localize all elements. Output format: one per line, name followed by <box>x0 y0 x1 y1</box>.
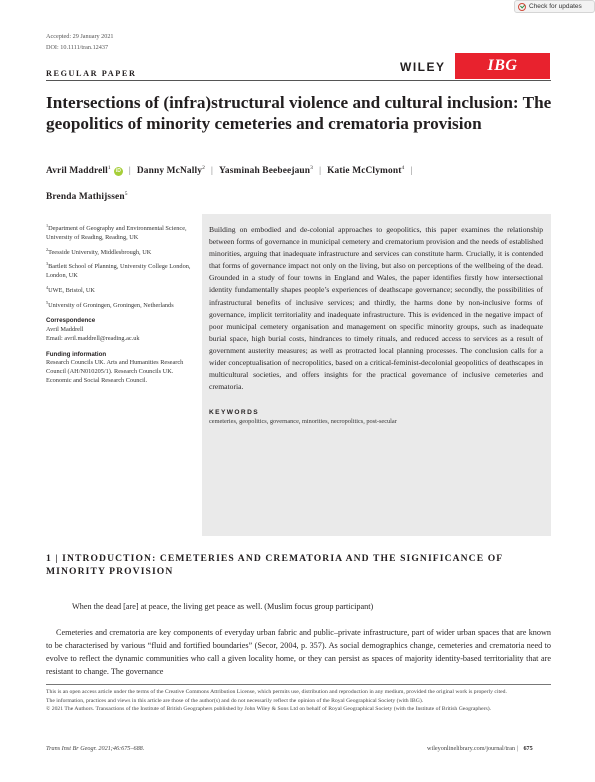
author-name[interactable]: Avril Maddrell <box>46 166 108 177</box>
page-number: 675 <box>523 745 533 752</box>
body-paragraph: Cemeteries and crematoria are key components of everyday urban fabric and public–private infrastructure, part of wider urban spaces that are known to be characterised by various “fluid and fortified boundaries” (Secor, 2004, p. 357). As social demographics change, cemeteries and crematoria need to evolve to reflect the dynamic communities who call a given locality home, or they can persist as spaces of majority identity-based territoriality that are resistant to change. The governance <box>46 628 551 676</box>
affiliation <box>46 246 196 258</box>
author-name[interactable]: Danny McNally <box>136 166 203 177</box>
affiliation-text: University of Groningen, Groningen, Netherlands <box>48 301 174 309</box>
affiliation-number: 2 <box>46 246 49 252</box>
affiliation-text: Bartlett School of Planning, University College London, London, UK <box>46 263 191 280</box>
footnote-divider <box>46 684 551 685</box>
author-name[interactable]: Yasminah Beebeejaun <box>219 166 311 177</box>
author-affil: 3 <box>310 165 314 171</box>
affiliation-number: 1 <box>46 223 49 228</box>
affiliation-text: Teesside University, Middlesbrough, UK <box>48 248 152 256</box>
section-heading: 1 | INTRODUCTION: CEMETERIES AND CREMATORIA AND THE SIGNIFICANCE OF MINORITY PROVISION <box>46 553 503 577</box>
affiliation-number: 4 <box>46 284 49 290</box>
footer-right <box>427 745 533 752</box>
affiliation-number: 3 <box>46 261 49 267</box>
funding-text: Research Councils UK. Arts and Humanities Research Council (AH/N010205/1). Research Councils UK. Economic and Social Research Council. <box>46 359 184 384</box>
license-note: This is an open access article under the terms of the Creative Commons Attribution License, which permits use, distribution and reproduction in any medium, provided the original work is properly cited. <box>46 689 507 695</box>
affiliation-text: Department of Geography and Environmental Science, University of Reading, Reading, UK <box>46 225 187 241</box>
article-title: Intersections of (infra)structural violence and cultural inclusion: The geopolitics of minority cemeteries and crematoria provision <box>46 93 552 133</box>
epigraph-quote: When the dead [are] at peace, the living get peace as well. (Muslim focus group participant) <box>72 602 374 611</box>
abstract-box <box>202 214 551 536</box>
affiliation <box>46 284 196 296</box>
ibg-logo <box>455 53 550 79</box>
affiliation-number: 5 <box>46 299 49 305</box>
orcid-icon[interactable]: iD <box>115 168 121 175</box>
ibg-logo-text: IBG <box>487 57 518 74</box>
journal-citation: Trans Inst Br Geogr. 2021;46:675–688. <box>46 745 145 752</box>
correspondence-heading: Correspondence <box>46 317 96 325</box>
author-list <box>46 157 556 209</box>
affiliation-text: UWE, Bristol, UK <box>48 286 95 294</box>
body-text <box>46 626 551 678</box>
journal-site-link[interactable]: wileyonlinelibrary.com/journal/tran <box>427 745 516 752</box>
wiley-logo: WILEY <box>400 60 446 74</box>
check-updates-label: Check for updates <box>529 3 582 10</box>
author-affil: 1 <box>107 165 111 171</box>
footer-separator: | <box>515 745 520 752</box>
footnotes <box>46 688 551 714</box>
author-name[interactable]: Katie McClymont <box>327 166 402 177</box>
header-divider <box>46 80 551 81</box>
check-updates-icon <box>518 3 526 11</box>
abstract-text: Building on embodied and de-colonial approaches to geopolitics, this paper examines the relationship between forms of governance in municipal cemetery and crematorium provision and the needs of established minorities, arguing that inadequate infrastructure and services can constitute harm. Crucially, it is contended that forms of governance impact not only on the living, but also on perceptions of the wellbeing of the dead. Grounded in a study of four towns in England and Wales, the paper identifies firstly how intersectional identity fundamentally shapes people’s experiences of deathscape governance; secondly, the possibilities of infrastructural benefits of inclusive services; and thirdly, the harms done by non-inclusive forms of governance, implicit territoriality and inadequate infrastructure. This is evidenced in the negative impact of poor municipal cemetery organisation and management on specific minority groups, such as inadequate burial space, high burial costs, hindrances to timely rituals, and reduced access to services as a result of government austerity measures; as well as protracted local planning processes. The conclusion calls for a wider conceptualisation of necropolitics, based on a critical-feminist-decolonial geopolitics of deathscapes in multicultural societies, and offers insights for the practical governance of inclusive cemeteries and crematoria. <box>209 225 543 392</box>
affiliation <box>46 260 196 281</box>
author-separator: | <box>319 166 322 177</box>
doi-link[interactable]: DOI: 10.1111/tran.12437 <box>46 44 109 51</box>
affiliation <box>46 222 196 243</box>
correspondence-name: Avril Maddrell <box>46 326 84 334</box>
author-affil: 4 <box>401 165 405 171</box>
author-separator: | <box>128 166 131 177</box>
section-label: REGULAR PAPER <box>46 69 137 78</box>
keywords-heading: KEYWORDS <box>209 409 260 417</box>
check-for-updates-button[interactable] <box>514 0 595 13</box>
funding-heading: Funding information <box>46 350 107 358</box>
correspondence-email[interactable]: Email: avril.maddrell@reading.ac.uk <box>46 334 140 342</box>
author-affil: 2 <box>202 165 205 171</box>
article-sidebar <box>46 222 196 385</box>
copyright-note: © 2021 The Authors. Transactions of the Institute of British Geographers published by John Wiley & Sons Ltd on behalf of Royal Geographical Society (with the Institute of British Geographers). <box>46 706 492 713</box>
author-separator: | <box>210 166 214 177</box>
accepted-date: Accepted: 29 January 2021 <box>46 33 114 40</box>
author-affil: 5 <box>124 191 128 198</box>
author-name[interactable]: Brenda Mathijssen <box>46 192 125 203</box>
keywords-list: cemeteries, geopolitics, governance, minorities, necropolitics, post-secular <box>209 418 397 426</box>
author-separator: | <box>410 166 413 177</box>
disclaimer-note: The information, practices and views in this article are those of the author(s) and do not necessarily reflect the opinion of the Royal Geographical Society (with IBG). <box>46 697 424 704</box>
affiliation <box>46 299 196 311</box>
